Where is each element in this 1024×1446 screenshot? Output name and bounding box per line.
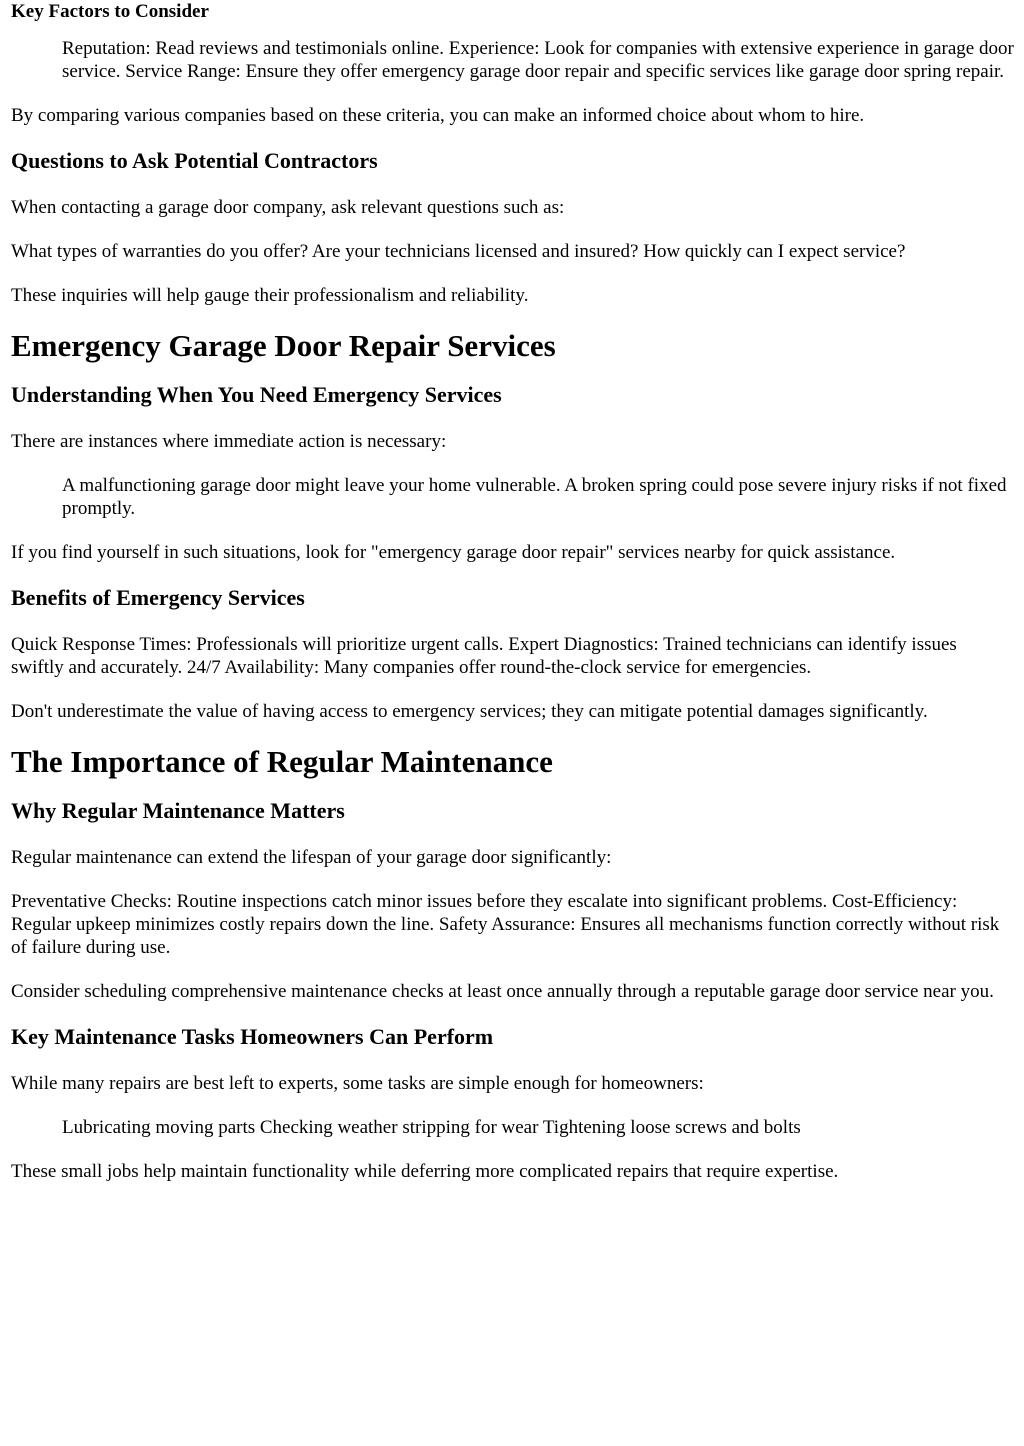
benefits-heading: Benefits of Emergency Services: [11, 585, 305, 610]
emergency-heading: Emergency Garage Door Repair Services: [11, 328, 556, 363]
key-factors-quote: Reputation: Read reviews and testimonials online. Experience: Look for companies with extensive experience in garage door service. Service Range: Ensure they offer emergency garage door repair and specific services like garage door spring repair.: [62, 38, 1014, 82]
understanding-summary: If you find yourself in such situations, look for "emergency garage door repair" services nearby for quick assistance.: [11, 542, 896, 563]
understanding-quote: A malfunctioning garage door might leave your home vulnerable. A broken spring could pose severe injury risks if not fixed promptly.: [62, 475, 1007, 519]
why-maintenance-list: Preventative Checks: Routine inspections catch minor issues before they escalate into significant problems. Cost-Efficiency: Regular upkeep minimizes costly repairs down the line. Safety Assurance: Ensures all mechanisms function correctly without risk of failure during use.: [11, 891, 1000, 958]
tasks-heading: Key Maintenance Tasks Homeowners Can Perform: [11, 1024, 494, 1049]
why-maintenance-intro: Regular maintenance can extend the lifespan of your garage door significantly:: [11, 847, 612, 868]
questions-list: What types of warranties do you offer? Are your technicians licensed and insured? How quickly can I expect service?: [11, 241, 906, 262]
understanding-heading: Understanding When You Need Emergency Services: [11, 382, 502, 407]
why-maintenance-heading: Why Regular Maintenance Matters: [11, 798, 345, 823]
questions-heading: Questions to Ask Potential Contractors: [11, 148, 378, 173]
key-factors-summary: By comparing various companies based on these criteria, you can make an informed choice about whom to hire.: [11, 105, 865, 126]
key-factors-heading: Key Factors to Consider: [11, 1, 209, 22]
why-maintenance-summary: Consider scheduling comprehensive maintenance checks at least once annually through a reputable garage door service near you.: [11, 981, 994, 1002]
understanding-intro: There are instances where immediate action is necessary:: [11, 431, 447, 452]
questions-summary: These inquiries will help gauge their professionalism and reliability.: [11, 285, 529, 306]
questions-intro: When contacting a garage door company, ask relevant questions such as:: [11, 197, 565, 218]
benefits-list: Quick Response Times: Professionals will prioritize urgent calls. Expert Diagnostics: Trained technicians can identify issues swiftly and accurately. 24/7 Availability: Many companies offer round-the-clock service for emergencies.: [11, 634, 957, 678]
tasks-summary: These small jobs help maintain functionality while deferring more complicated repairs that require expertise.: [11, 1161, 839, 1182]
tasks-quote: Lubricating moving parts Checking weather stripping for wear Tightening loose screws and bolts: [62, 1117, 801, 1138]
maintenance-heading: The Importance of Regular Maintenance: [11, 744, 553, 779]
tasks-intro: While many repairs are best left to experts, some tasks are simple enough for homeowners:: [11, 1073, 704, 1094]
benefits-summary: Don't underestimate the value of having access to emergency services; they can mitigate potential damages significantly.: [11, 701, 928, 722]
